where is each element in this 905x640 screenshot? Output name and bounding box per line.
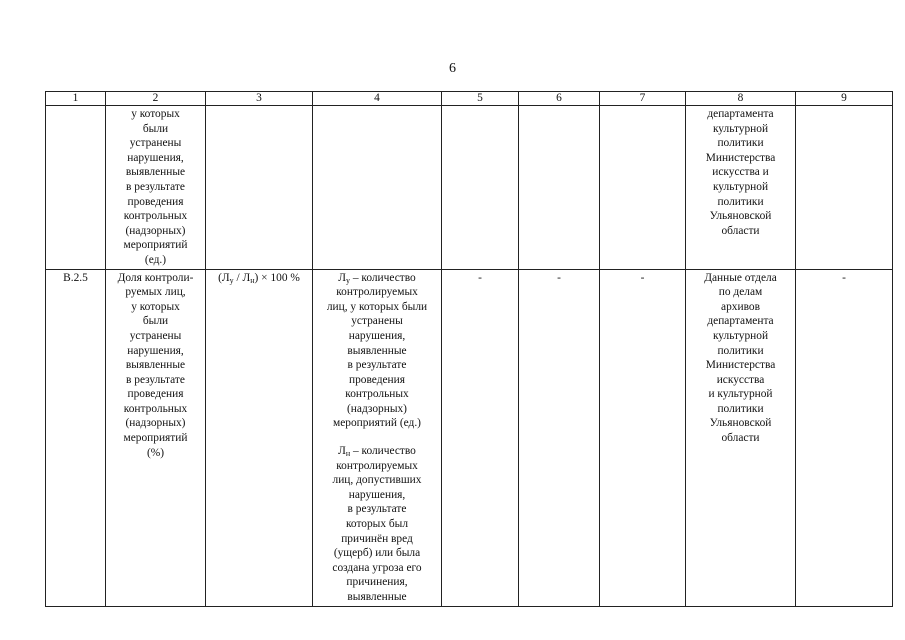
header-cell: 2 xyxy=(106,92,206,106)
header-cell: 7 xyxy=(600,92,686,106)
cell-empty xyxy=(313,106,442,270)
data-source-text: Данные отдела по делам архивов департамента культурной политики Министерства искусства и культурной политики Ульяновской области xyxy=(704,271,777,445)
cell-empty xyxy=(519,106,600,270)
header-row xyxy=(46,92,893,106)
table-row-b25 xyxy=(46,269,893,606)
cell-empty xyxy=(442,106,519,270)
header-cell: 1 xyxy=(46,92,106,106)
cell-data-source xyxy=(686,269,796,606)
header-cell: 6 xyxy=(519,92,600,106)
indicator-name-text: Доля контроли- руемых лиц, у которых были устранены нарушения, выявленные в результате проведения контрольных (надзорных) мероприятий (%) xyxy=(117,271,194,459)
definition-ly: $Л_у$ – количество контролируемых лиц, у которых были устранены нарушения, выявленные в результате проведения контрольных (надзорных) мероприятий (ед.) xyxy=(326,271,428,430)
header-cell: 9 xyxy=(796,92,893,106)
cell-empty xyxy=(796,106,893,270)
header-cell: 3 xyxy=(206,92,313,106)
header-cell: 5 xyxy=(442,92,519,106)
cell-col6: - xyxy=(519,269,600,606)
source-text: департамента культурной политики Министерства искусства и культурной политики Ульяновской области xyxy=(705,108,776,237)
page-number: 6 xyxy=(449,61,456,76)
cell-indicator-name xyxy=(106,269,206,606)
cell-indicator-name-continued xyxy=(106,106,206,270)
table-row-continued xyxy=(46,106,893,270)
cell-col7: - xyxy=(600,269,686,606)
cell-empty xyxy=(46,106,106,270)
cell-empty xyxy=(206,106,313,270)
header-cell: 8 xyxy=(686,92,796,106)
header-cell: 4 xyxy=(313,92,442,106)
cell-source-continued xyxy=(686,106,796,270)
cell-indicator-code xyxy=(46,269,106,606)
indicator-code: В.2.5 xyxy=(63,271,88,284)
formula: $(Л_у / Л_н) \times 100$ % xyxy=(218,271,300,285)
cell-formula xyxy=(206,269,313,606)
cell-col9: - xyxy=(796,269,893,606)
cell-col5: - xyxy=(442,269,519,606)
indicator-name-text: у которых были устранены нарушения, выявленные в результате проведения контрольных (надзорных) мероприятий (ед.) xyxy=(123,108,188,266)
indicators-table xyxy=(45,91,893,607)
cell-empty xyxy=(600,106,686,270)
definition-ln: $Л_н$ – количество контролируемых лиц, допустивших нарушения, в результате которых был причинён вред (ущерб) или была создана угроза его причинения, выявленные xyxy=(332,445,422,603)
cell-definitions xyxy=(313,269,442,606)
